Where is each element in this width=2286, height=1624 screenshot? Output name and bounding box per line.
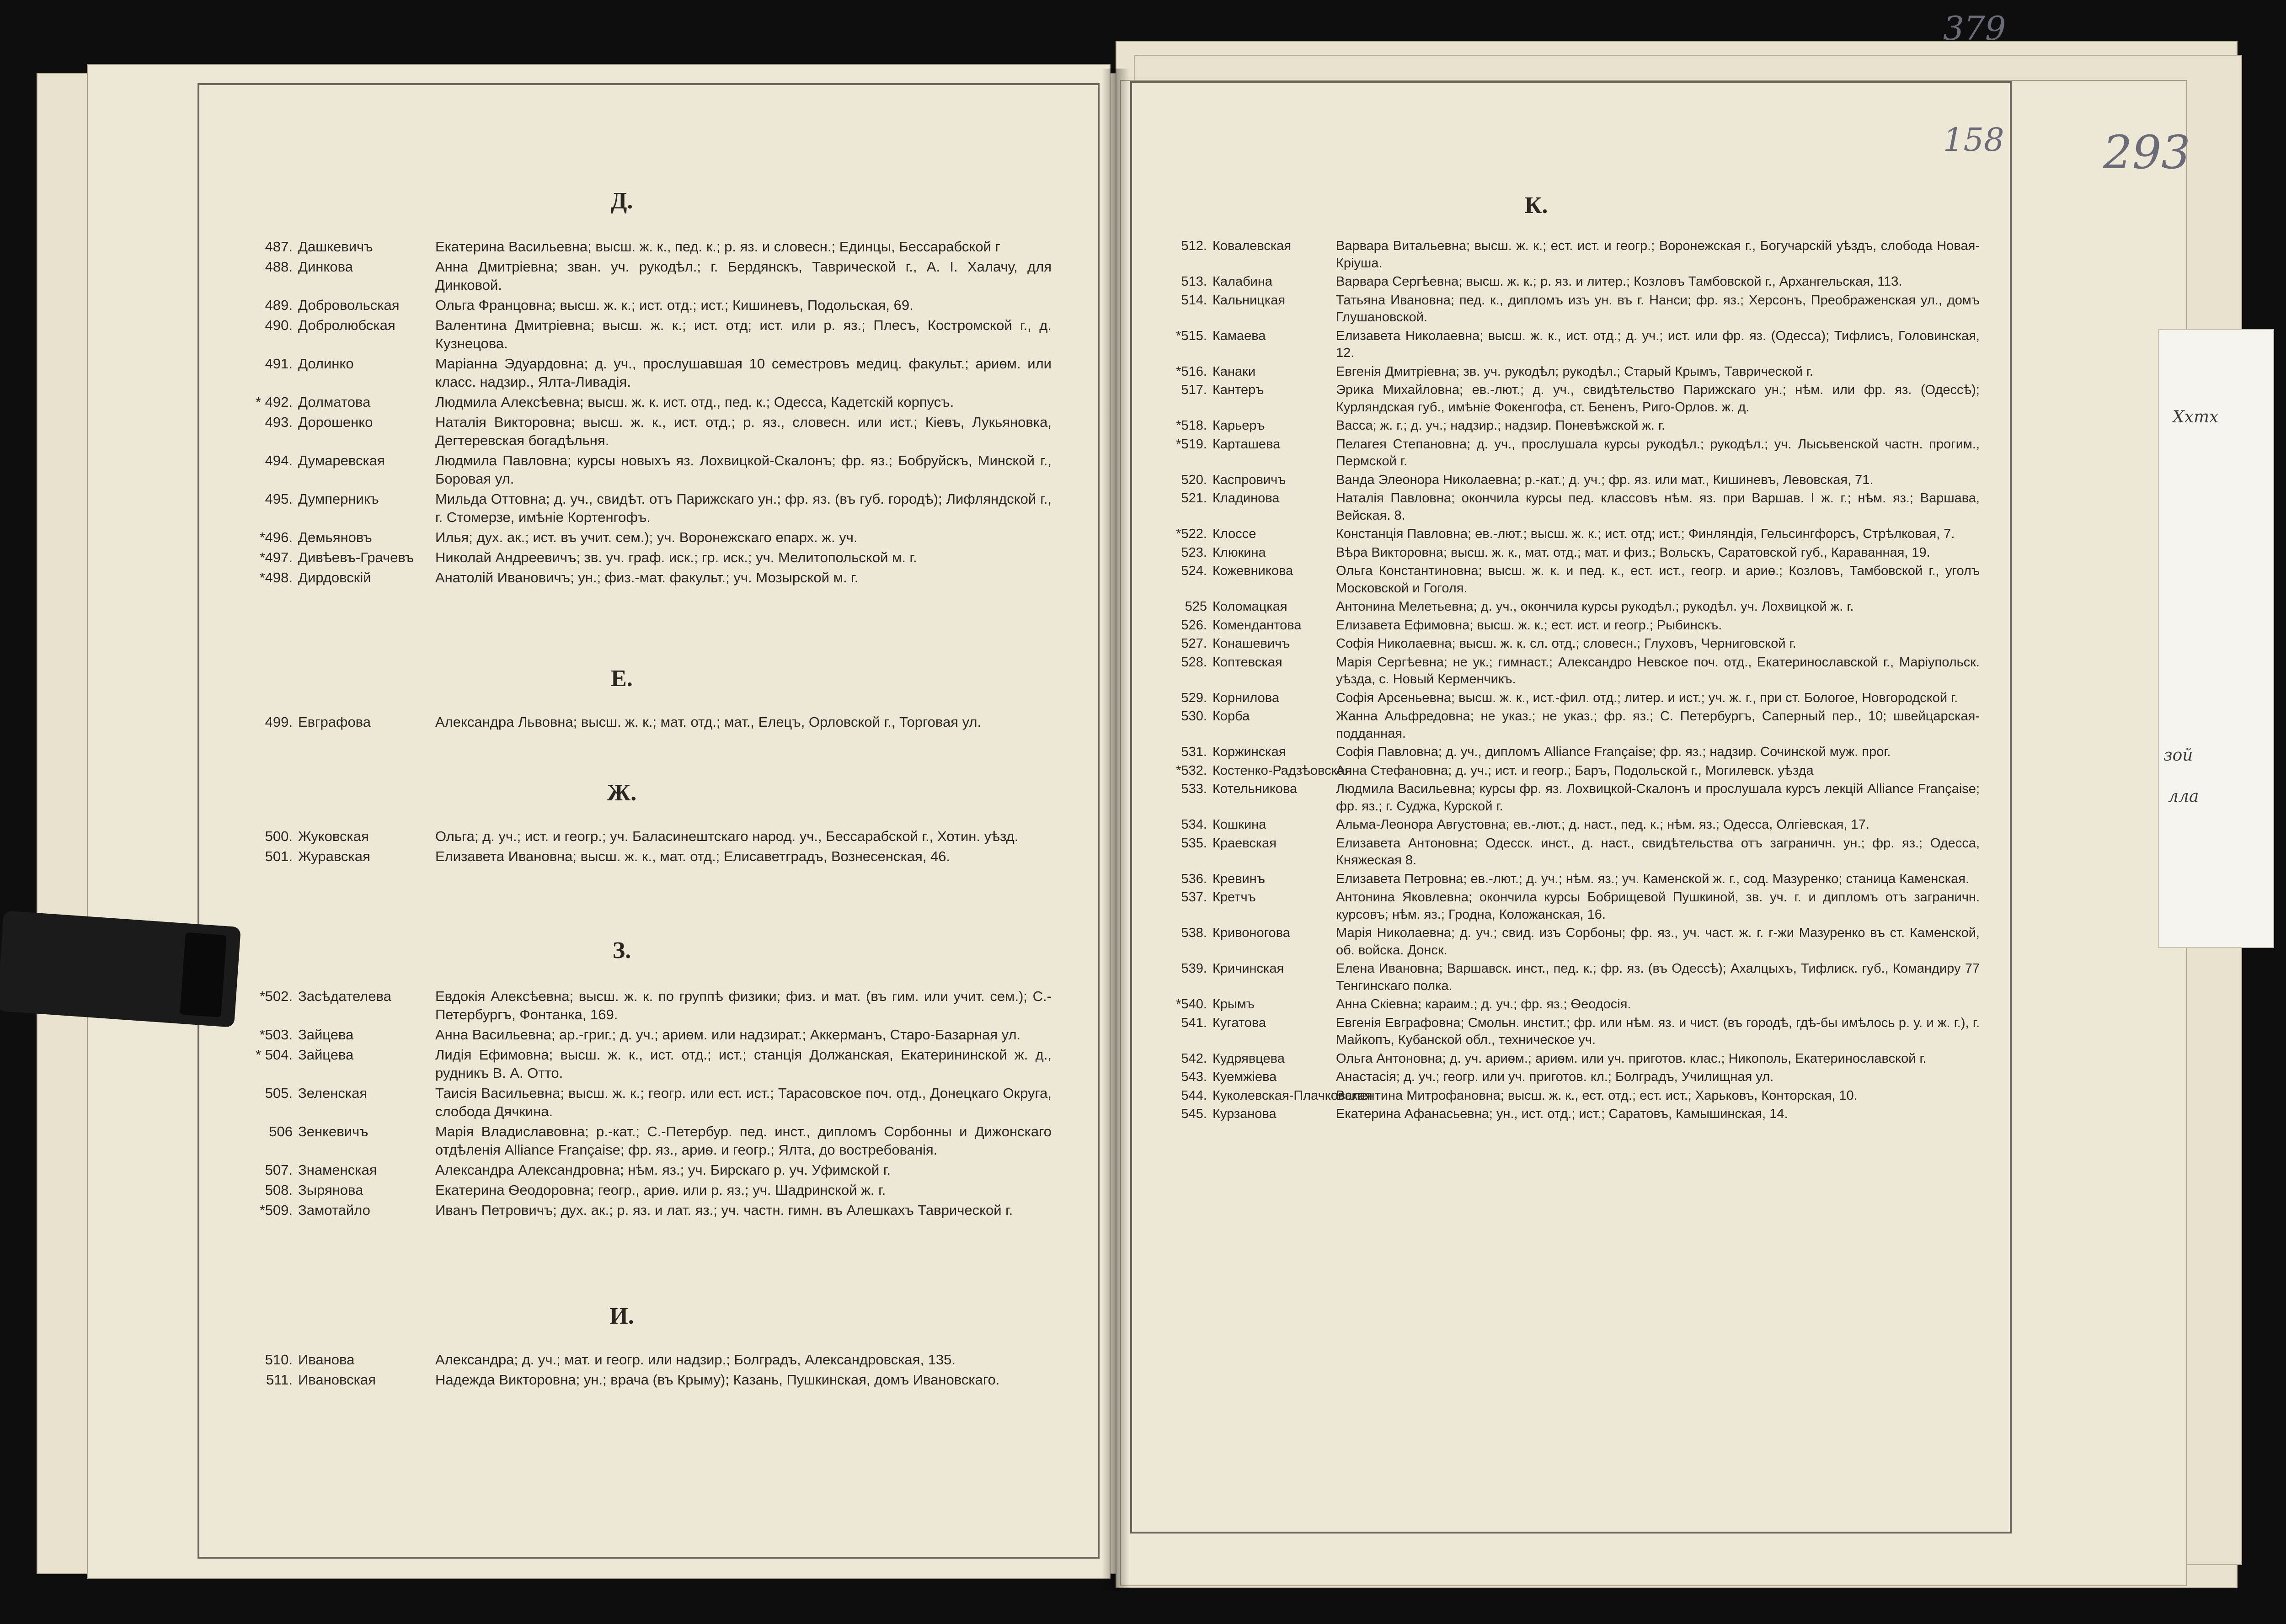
entry-number: 493. bbox=[265, 414, 293, 430]
entry-details: Надежда Викторовна; ун.; врача (въ Крыму); Казань, Пушкинская, домъ Ивановскаго. bbox=[435, 1372, 1000, 1388]
list-item bbox=[1143, 436, 1980, 470]
entries-list-z bbox=[210, 987, 1052, 1221]
entry-number: 526. bbox=[1181, 618, 1207, 633]
entry-details: Ольга Константиновна; высш. ж. к. и пед. к., ест. ист., геогр. и ариѳ.; Козловъ, Тамбовской г., уголъ Московской и Гоголя. bbox=[1336, 564, 1980, 596]
entry-number: 512. bbox=[1181, 239, 1207, 253]
entry-surname: Ивановская bbox=[298, 1372, 376, 1388]
entry-surname: Костенко-Радзѣовская bbox=[1212, 763, 1352, 778]
entry-details: Альма-Леонора Августовна; ев.-лют.; д. наст., пед. к.; нѣм. яз.; Одесса, Олгіевская, 17. bbox=[1336, 817, 1869, 832]
list-item bbox=[1143, 526, 1980, 543]
entry-details: Александра; д. уч.; мат. и геогр. или надзир.; Болградъ, Александровская, 135. bbox=[435, 1352, 956, 1368]
list-item bbox=[210, 1084, 1052, 1121]
list-item bbox=[1143, 762, 1980, 780]
entry-number: 500. bbox=[265, 828, 293, 844]
entry-surname: Канаки bbox=[1212, 364, 1256, 379]
entry-number: *518. bbox=[1176, 418, 1207, 433]
entry-surname: Думперникъ bbox=[298, 491, 379, 507]
entry-surname: Евграфова bbox=[298, 714, 371, 730]
entry-number: *498. bbox=[259, 570, 293, 586]
entry-details: Таисія Васильевна; высш. ж. к.; геогр. или ест. ист.; Тарасовское поч. отд., Донецкаго Округа, слобода Дячкина. bbox=[435, 1085, 1052, 1119]
list-item bbox=[1143, 871, 1980, 888]
entry-number: 520. bbox=[1181, 472, 1207, 487]
entry-surname: Карьеръ bbox=[1212, 418, 1265, 433]
list-item bbox=[1143, 816, 1980, 834]
entry-surname: Конашевичъ bbox=[1212, 636, 1290, 651]
list-item bbox=[1143, 1069, 1980, 1086]
entry-number: 511. bbox=[266, 1372, 293, 1388]
list-item bbox=[210, 528, 1052, 547]
entry-surname: Карташева bbox=[1212, 437, 1281, 452]
entry-details: Ольга; д. уч.; ист. и геогр.; уч. Баласинештскаго народ. уч., Бессарабской г., Хотин. уѣзд. bbox=[435, 828, 1019, 844]
entry-surname: Кожевникова bbox=[1212, 564, 1293, 578]
entry-surname: Кантеръ bbox=[1212, 383, 1264, 397]
entry-number: *532. bbox=[1176, 763, 1207, 778]
entry-details: Екатерина Ѳеодоровна; геогр., ариѳ. или р. яз.; уч. Шадринской ж. г. bbox=[435, 1182, 886, 1198]
entry-details: Варвара Витальевна; высш. ж. к.; ест. ист. и геогр.; Воронежская г., Богучарскій уѣздъ, слобода Новая-Кріуша. bbox=[1336, 239, 1980, 271]
list-item bbox=[1143, 273, 1980, 291]
entry-surname: Крымъ bbox=[1212, 997, 1255, 1012]
list-item bbox=[1143, 781, 1980, 815]
entry-details: Елизавета Ефимовна; высш. ж. к.; ест. ист. и геогр.; Рыбинскъ. bbox=[1336, 618, 1722, 633]
entry-details: Ольга Антоновна; д. уч. ариѳм.; ариѳм. или уч. приготов. клас.; Никополь, Екатеринославской г. bbox=[1336, 1051, 1927, 1066]
list-item bbox=[1143, 925, 1980, 959]
section-heading-i: И. bbox=[609, 1303, 634, 1329]
entry-details: Евгенія Евграфовна; Смольн. инстит.; фр. или нѣм. яз. и чист. (въ городѣ, гдѣ-бы имѣлось р. у. и ж. г.), г. Майкопъ, Кубанской обл., техническое уч. bbox=[1336, 1015, 1980, 1047]
entry-surname: Дорошенко bbox=[298, 414, 373, 430]
entry-number: *522. bbox=[1176, 527, 1207, 541]
handwritten-number-top: 379 bbox=[1943, 9, 2006, 48]
entry-details: Иванъ Петровичъ; дух. ак.; р. яз. и лат. яз.; уч. частн. гимн. въ Алешкахъ Таврической г. bbox=[435, 1202, 1013, 1218]
list-item bbox=[210, 713, 1052, 731]
entry-details: Констанція Павловна; ев.-лют.; высш. ж. к.; ист. отд; ист.; Финляндія, Гельсингфорсъ, Стрѣлковая, 7. bbox=[1336, 527, 1955, 541]
list-item bbox=[1143, 382, 1980, 416]
entry-number: 530. bbox=[1181, 709, 1207, 724]
entry-surname: Котельникова bbox=[1212, 782, 1298, 796]
entry-surname: Дирдовскій bbox=[298, 570, 371, 586]
entry-details: Евдокія Алексѣевна; высш. ж. к. по группѣ физики; физ. и мат. (въ гим. или учит. сем.); С.-Петербургъ, Фонтанка, 169. bbox=[435, 988, 1052, 1022]
entry-details: Елена Ивановна; Варшавск. инст., пед. к.; фр. яз. (въ Одессѣ); Ахалцыхъ, Тифлиск. губ., Командиру 77 Тенгинскаго полка. bbox=[1336, 961, 1980, 993]
list-item bbox=[1143, 654, 1980, 688]
entry-number: 506 bbox=[269, 1123, 293, 1139]
entry-surname: Краевская bbox=[1212, 836, 1277, 851]
entry-number: *516. bbox=[1176, 364, 1207, 379]
entry-number: 525 bbox=[1185, 599, 1207, 614]
entry-details: Людмила Васильевна; курсы фр. яз. Лохвицкой-Скалонъ и прослушала курсъ лекцій Alliance Française; фр. яз.; г. Суджа, Курской г. bbox=[1336, 782, 1980, 814]
entries-list-e bbox=[210, 713, 1052, 733]
list-item bbox=[210, 1351, 1052, 1369]
entry-number: 538. bbox=[1181, 926, 1207, 940]
section-heading-d: Д. bbox=[610, 188, 633, 214]
entry-number: 539. bbox=[1181, 961, 1207, 976]
entry-surname: Зенкевичъ bbox=[298, 1123, 369, 1139]
entry-surname: Клюкина bbox=[1212, 545, 1266, 560]
entries-list-i bbox=[210, 1351, 1052, 1391]
slip-text-1: Ххтх bbox=[2173, 408, 2219, 426]
entry-details: Елизавета Петровна; ев.-лют.; д. уч.; нѣм. яз.; уч. Каменской ж. г., сод. Мазуренко; станица Каменская. bbox=[1336, 871, 1970, 886]
list-item bbox=[1143, 1087, 1980, 1105]
entry-details: Вѣра Викторовна; высш. ж. к., мат. отд.; мат. и физ.; Вольскъ, Саратовской губ., Караванная, 19. bbox=[1336, 545, 1930, 560]
entry-surname: Кричинская bbox=[1212, 961, 1284, 976]
entry-details: Мильда Оттовна; д. уч., свидѣт. отъ Парижскаго ун.; фр. яз. (въ губ. городѣ); Лифляндской г., г. Стомерзе, имѣніе Кортенгофъ. bbox=[435, 491, 1052, 525]
entry-details: Илья; дух. ак.; ист. въ учит. сем.); уч. Воронежскаго епарх. ж. уч. bbox=[435, 529, 858, 545]
list-item bbox=[210, 569, 1052, 587]
entry-surname: Думаревская bbox=[298, 453, 385, 469]
entry-number: 529. bbox=[1181, 690, 1207, 705]
entry-details: Марія Сергѣевна; не ук.; гимнаст.; Александро Невское поч. отд., Екатеринославской г., Маріупольск. уѣзда, с. Новый Керменчикъ. bbox=[1336, 655, 1980, 687]
entry-number: * 504. bbox=[255, 1047, 293, 1063]
list-item bbox=[1143, 617, 1980, 634]
list-item bbox=[1143, 1050, 1980, 1068]
entry-details: Елизавета Ивановна; высш. ж. к., мат. отд.; Елисаветградъ, Вознесенская, 46. bbox=[435, 848, 951, 864]
entry-surname: Динкова bbox=[298, 259, 353, 275]
entry-number: 488. bbox=[265, 259, 293, 275]
entry-surname: Каспровичъ bbox=[1212, 472, 1286, 487]
entry-surname: Коржинская bbox=[1212, 745, 1286, 759]
entry-number: 494. bbox=[265, 453, 293, 469]
entry-details: Маріанна Эдуардовна; д. уч., прослушавшая 10 семестровъ медиц. факульт.; ариѳм. или класс. надзир., Ялта-Ливадія. bbox=[435, 356, 1052, 390]
entry-number: *502. bbox=[259, 988, 293, 1004]
list-item bbox=[210, 1201, 1052, 1219]
list-item bbox=[1143, 635, 1980, 653]
entry-surname: Демьяновъ bbox=[298, 529, 372, 545]
entry-number: 490. bbox=[265, 317, 293, 333]
list-item bbox=[1143, 417, 1980, 435]
entry-surname: Коптевская bbox=[1212, 655, 1282, 670]
list-item bbox=[1143, 472, 1980, 489]
entry-details: Анна Васильевна; ар.-григ.; д. уч.; ариѳм. или надзират.; Аккерманъ, Старо-Базарная ул. bbox=[435, 1027, 1021, 1043]
list-item bbox=[1143, 1106, 1980, 1123]
entry-surname: Коломацкая bbox=[1212, 599, 1287, 614]
entry-surname: Камаева bbox=[1212, 328, 1266, 343]
entry-surname: Кальницкая bbox=[1212, 293, 1286, 308]
entry-number: 528. bbox=[1181, 655, 1207, 670]
entry-number: 531. bbox=[1181, 745, 1207, 759]
entry-number: *496. bbox=[259, 529, 293, 545]
entry-number: 514. bbox=[1181, 293, 1207, 308]
handwritten-number-far-right: 293 bbox=[2103, 126, 2190, 179]
list-item bbox=[210, 548, 1052, 567]
entry-surname: Кошкина bbox=[1212, 817, 1266, 832]
entry-details: Лидія Ефимовна; высш. ж. к., ист. отд.; ист.; станція Должанская, Екатерининской ж. д., рудникъ В. А. Отто. bbox=[435, 1047, 1052, 1081]
entry-surname: Жуковская bbox=[298, 828, 369, 844]
entries-list-d bbox=[210, 238, 1052, 589]
list-item bbox=[1143, 835, 1980, 869]
entry-number: 524. bbox=[1181, 564, 1207, 578]
entry-surname: Кугатова bbox=[1212, 1015, 1266, 1030]
entry-number: *509. bbox=[259, 1202, 293, 1218]
list-item bbox=[210, 490, 1052, 527]
section-heading-z: З. bbox=[612, 937, 631, 964]
binder-clip bbox=[0, 911, 241, 1028]
entry-number: 507. bbox=[265, 1162, 293, 1178]
entry-details: Анастасія; д. уч.; геогр. или уч. приготов. кл.; Болградъ, Училищная ул. bbox=[1336, 1070, 1774, 1084]
list-item bbox=[210, 847, 1052, 866]
entry-details: Валентина Дмитріевна; высш. ж. к.; ист. отд; ист. или р. яз.; Плесъ, Костромской г., д. Кузнецова. bbox=[435, 317, 1052, 351]
entry-surname: Кривоногова bbox=[1212, 926, 1290, 940]
entry-details: Пелагея Степановна; д. уч., прослушала курсы рукодѣл.; рукодѣл.; уч. Лысьвенской частн. прогим., Пермской г. bbox=[1336, 437, 1980, 469]
entry-surname: Добровольская bbox=[298, 297, 400, 313]
list-item bbox=[1143, 238, 1980, 272]
entry-surname: Долинко bbox=[298, 356, 354, 372]
entry-surname: Кладинова bbox=[1212, 491, 1280, 506]
section-heading-zh: Ж. bbox=[607, 780, 637, 806]
entry-number: 533. bbox=[1181, 782, 1207, 796]
entry-details: Николай Андреевичъ; зв. уч. граф. иск.; гр. иск.; уч. Мелитопольской м. г. bbox=[435, 549, 917, 565]
list-item bbox=[1143, 563, 1980, 597]
list-item bbox=[210, 1046, 1052, 1082]
entry-surname: Засѣдателева bbox=[298, 988, 391, 1004]
entry-surname: Зайцева bbox=[298, 1027, 354, 1043]
entry-number: 489. bbox=[265, 297, 293, 313]
entry-number: *515. bbox=[1176, 328, 1207, 343]
entry-surname: Кретчъ bbox=[1212, 890, 1256, 905]
list-item bbox=[210, 452, 1052, 488]
entry-details: Антонина Яковлевна; окончила курсы Бобрищевой Пушкиной, зв. уч. г. и дипломъ отъ заграничн. курсовъ; нѣм. яз.; Гродна, Коложанская, 16. bbox=[1336, 890, 1980, 922]
entry-surname: Долматова bbox=[298, 394, 371, 410]
list-item bbox=[1143, 328, 1980, 362]
entry-surname: Дашкевичъ bbox=[298, 239, 373, 255]
entry-surname: Корба bbox=[1212, 709, 1250, 724]
entry-details: Анна Стефановна; д. уч.; ист. и геогр.; Баръ, Подольской г., Могилевск. уѣзда bbox=[1336, 763, 1814, 778]
list-item bbox=[210, 316, 1052, 353]
list-item bbox=[210, 413, 1052, 450]
slip-text-3: лла bbox=[2168, 787, 2199, 806]
entry-number: 510. bbox=[265, 1352, 293, 1368]
entry-surname: Замотайло bbox=[298, 1202, 370, 1218]
inserted-paper-slip bbox=[2158, 329, 2274, 948]
list-item bbox=[210, 296, 1052, 314]
entry-details: Елизавета Николаевна; высш. ж. к., ист. отд.; д. уч.; ист. или фр. яз. (Одесса); Тифлисъ, Головинская, 12. bbox=[1336, 328, 1980, 360]
entries-list-k bbox=[1143, 238, 1980, 1124]
entry-surname: Кудрявцева bbox=[1212, 1051, 1285, 1066]
entry-number: 535. bbox=[1181, 836, 1207, 851]
entry-surname: Корнилова bbox=[1212, 690, 1279, 705]
entry-number: 487. bbox=[265, 239, 293, 255]
entry-number: 545. bbox=[1181, 1107, 1207, 1121]
section-heading-e: Е. bbox=[611, 666, 633, 692]
list-item bbox=[210, 393, 1052, 411]
entry-number: 527. bbox=[1181, 636, 1207, 651]
entry-details: Ольга Францовна; высш. ж. к.; ист. отд.; ист.; Кишиневъ, Подольская, 69. bbox=[435, 297, 913, 313]
entry-details: Софія Павловна; д. уч., дипломъ Alliance Française; фр. яз.; надзир. Сочинской муж. прог. bbox=[1336, 745, 1891, 759]
entry-details: Людмила Алексѣевна; высш. ж. к. ист. отд., пед. к.; Одесса, Кадетскій корпусъ. bbox=[435, 394, 954, 410]
entry-details: Эрика Михайловна; ев.-лют.; д. уч., свидѣтельство Парижскаго ун.; нѣм. или фр. яз. (Одессѣ); Курляндская губ., имѣніе Фокенгофа, ст. Бененъ, Риго-Орлов. ж. д. bbox=[1336, 383, 1980, 415]
entry-surname: Кревинъ bbox=[1212, 871, 1265, 886]
entry-surname: Знаменская bbox=[298, 1162, 377, 1178]
entry-number: *503. bbox=[259, 1027, 293, 1043]
entry-number: 542. bbox=[1181, 1051, 1207, 1066]
entry-number: *540. bbox=[1176, 997, 1207, 1012]
list-item bbox=[1143, 598, 1980, 616]
entry-surname: Комендантова bbox=[1212, 618, 1302, 633]
entry-surname: Калабина bbox=[1212, 274, 1273, 289]
entry-details: Екатерина Афанасьевна; ун., ист. отд.; ист.; Саратовъ, Камышинская, 14. bbox=[1336, 1107, 1788, 1121]
entry-details: Софія Арсеньевна; высш. ж. к., ист.-фил. отд.; литер. и ист.; уч. ж. г., при ст. Бологое, Новгородской г. bbox=[1336, 690, 1958, 705]
entry-details: Анатолій Ивановичъ; ун.; физ.-мат. факульт.; уч. Мозырской м. г. bbox=[435, 570, 859, 586]
entry-surname: Куемжіева bbox=[1212, 1070, 1277, 1084]
entry-surname: Дивѣевъ-Грачевъ bbox=[298, 549, 414, 565]
entry-surname: Добролюбская bbox=[298, 317, 395, 333]
list-item bbox=[210, 355, 1052, 391]
entry-details: Александра Львовна; высш. ж. к.; мат. отд.; мат., Елецъ, Орловской г., Торговая ул. bbox=[435, 714, 982, 730]
entry-number: 495. bbox=[265, 491, 293, 507]
list-item bbox=[1143, 996, 1980, 1013]
entry-details: Екатерина Васильевна; высш. ж. к., пед. к.; р. яз. и словесн.; Единцы, Бессарабской г bbox=[435, 239, 1000, 255]
list-item bbox=[1143, 292, 1980, 326]
entry-surname: Куколевская-Плачковская bbox=[1212, 1088, 1373, 1103]
list-item bbox=[210, 1026, 1052, 1044]
entry-details: Евгенія Дмитріевна; зв. уч. рукодѣл; рукодѣл.; Старый Крымъ, Таврической г. bbox=[1336, 364, 1813, 379]
entry-number: 534. bbox=[1181, 817, 1207, 832]
entry-surname: Журавская bbox=[298, 848, 370, 864]
entry-number: 499. bbox=[265, 714, 293, 730]
list-item bbox=[210, 1161, 1052, 1179]
list-item bbox=[1143, 690, 1980, 707]
entry-number: 523. bbox=[1181, 545, 1207, 560]
entry-number: 505. bbox=[265, 1085, 293, 1101]
slip-text-2: зой bbox=[2163, 746, 2193, 765]
list-item bbox=[210, 1123, 1052, 1159]
entry-details: Софія Николаевна; высш. ж. к. сл. отд.; словесн.; Глуховъ, Черниговской г. bbox=[1336, 636, 1796, 651]
handwritten-page-number: 158 bbox=[1943, 121, 2004, 159]
entry-number: 501. bbox=[265, 848, 293, 864]
entry-details: Марія Николаевна; д. уч.; свид. изъ Сорбоны; фр. яз., уч. част. ж. г. г-жи Мазуренко въ ст. Каменской, об. войска. Донск. bbox=[1336, 926, 1980, 958]
list-item bbox=[210, 238, 1052, 256]
entry-number: 536. bbox=[1181, 871, 1207, 886]
list-item bbox=[210, 987, 1052, 1024]
entry-number: 544. bbox=[1181, 1088, 1207, 1103]
entry-surname: Зайцева bbox=[298, 1047, 354, 1063]
entry-number: * 492. bbox=[255, 394, 293, 410]
entry-number: 513. bbox=[1181, 274, 1207, 289]
entry-details: Анна Скіевна; караим.; д. уч.; фр. яз.; Ѳеодосія. bbox=[1336, 997, 1631, 1012]
entry-number: 517. bbox=[1181, 383, 1207, 397]
entry-surname: Зырянова bbox=[298, 1182, 363, 1198]
entry-surname: Иванова bbox=[298, 1352, 355, 1368]
entry-surname: Клоссе bbox=[1212, 527, 1256, 541]
entry-number: *519. bbox=[1176, 437, 1207, 452]
list-item bbox=[1143, 744, 1980, 761]
entry-surname: Курзанова bbox=[1212, 1107, 1277, 1121]
entry-details: Наталія Викторовна; высш. ж. к., ист. отд.; р. яз., словесн. или ист.; Кіевъ, Лукьяновка, Дегтеревская богадѣльня. bbox=[435, 414, 1052, 448]
entry-details: Анна Дмитріевна; зван. уч. рукодѣл.; г. Бердянскъ, Таврической г., А. I. Халачу, для Динковой. bbox=[435, 259, 1052, 293]
list-item bbox=[210, 827, 1052, 846]
list-item bbox=[210, 1181, 1052, 1199]
entry-details: Татьяна Ивановна; пед. к., дипломъ изъ ун. въ г. Нанси; фр. яз.; Херсонъ, Преображенская ул., домъ Глушановской. bbox=[1336, 293, 1980, 325]
entry-details: Варвара Сергѣевна; высш. ж. к.; р. яз. и литер.; Козловъ Тамбовской г., Архангельская, 113. bbox=[1336, 274, 1902, 289]
list-item bbox=[1143, 490, 1980, 524]
entry-details: Александра Александровна; нѣм. яз.; уч. Бирскаго р. уч. Уфимской г. bbox=[435, 1162, 891, 1178]
entry-number: *497. bbox=[259, 549, 293, 565]
book-gutter bbox=[1102, 69, 1129, 1591]
entry-details: Ванда Элеонора Николаевна; р.-кат.; д. уч.; фр. яз. или мат., Кишиневъ, Левовская, 71. bbox=[1336, 472, 1874, 487]
entry-number: 537. bbox=[1181, 890, 1207, 905]
entry-details: Жанна Альфредовна; не указ.; не указ.; фр. яз.; С. Петербургъ, Саперный пер., 10; швейцарская-подданная. bbox=[1336, 709, 1980, 741]
entry-details: Валентина Митрофановна; высш. ж. к., ест. отд.; ест. ист.; Харьковъ, Конторская, 10. bbox=[1336, 1088, 1858, 1103]
list-item bbox=[1143, 1015, 1980, 1049]
list-item bbox=[1143, 363, 1980, 381]
list-item bbox=[1143, 544, 1980, 562]
entry-details: Людмила Павловна; курсы новыхъ яз. Лохвицкой-Скалонъ; фр. яз.; Бобруйскъ, Минской г., Боровая ул. bbox=[435, 453, 1052, 487]
list-item bbox=[1143, 960, 1980, 995]
entry-number: 543. bbox=[1181, 1070, 1207, 1084]
section-heading-k: К. bbox=[1524, 192, 1548, 218]
entry-details: Елизавета Антоновна; Одесск. инст., д. наст., свидѣтельства отъ заграничн. ун.; фр. яз.; Одесса, Княжеская 8. bbox=[1336, 836, 1980, 868]
entry-number: 491. bbox=[265, 356, 293, 372]
entry-surname: Зеленская bbox=[298, 1085, 368, 1101]
entry-details: Антонина Мелетьевна; д. уч., окончила курсы рукодѣл.; рукодѣл. уч. Лохвицкой ж. г. bbox=[1336, 599, 1854, 614]
list-item bbox=[210, 1371, 1052, 1389]
entry-number: 508. bbox=[265, 1182, 293, 1198]
entry-number: 541. bbox=[1181, 1015, 1207, 1030]
entry-number: 521. bbox=[1181, 491, 1207, 506]
entry-details: Васса; ж. г.; д. уч.; надзир.; надзир. Поневѣжской ж. г. bbox=[1336, 418, 1666, 433]
entry-details: Марія Владиславовна; р.-кат.; С.-Петербур. пед. инст., дипломъ Сорбонны и Дижонскаго отдѣленія Alliance Française; фр. яз., ариѳ. и геогр.; Ялта, до востребованія. bbox=[435, 1123, 1052, 1158]
entry-details: Наталія Павловна; окончила курсы пед. классовъ нѣм. яз. при Варшав. I ж. г.; нѣм. яз.; Варшава, Вейская. 8. bbox=[1336, 491, 1980, 523]
list-item bbox=[210, 258, 1052, 294]
entry-surname: Ковалевская bbox=[1212, 239, 1292, 253]
entries-list-zh bbox=[210, 827, 1052, 868]
list-item bbox=[1143, 889, 1980, 923]
list-item bbox=[1143, 708, 1980, 742]
